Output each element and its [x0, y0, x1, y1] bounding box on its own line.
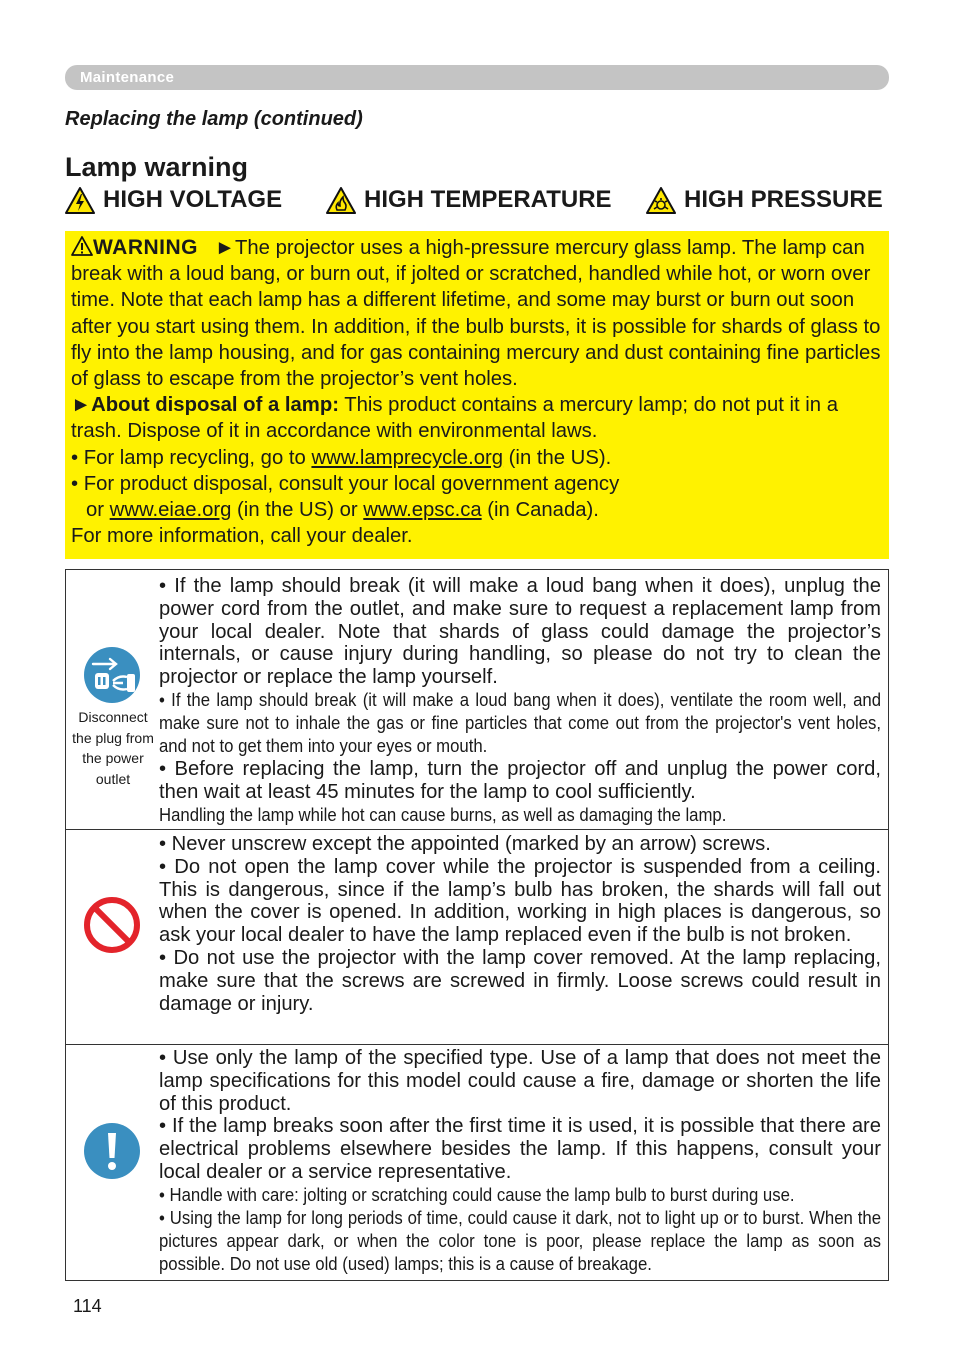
text-cell	[159, 1047, 881, 1276]
recycle-line	[71, 445, 883, 471]
table-row	[66, 1045, 888, 1280]
disposal-paragraph	[71, 392, 883, 444]
page-number: 114	[73, 1296, 102, 1316]
list-item: • If the lamp should break (it will make a loud bang when it does), ventilate the room well, and make sure not to inhale the gas or fine particles that come out from the projector's vent holes, and not to get them into your eyes or mouth.	[159, 689, 882, 756]
icon-cell	[66, 570, 158, 829]
list-item: • If the lamp should break (it will make a loud bang when it does), unplug the power cord from the outlet, and make sure to request a replacement lamp from your local dealer. Note that shards of glass could damage the projector’s internals, or cause injury during handling, so please do not try to clean the projector or replace the lamp yourself.	[159, 575, 881, 689]
icon-cell	[66, 830, 158, 1044]
safety-table	[65, 569, 889, 1281]
list-item: • Never unscrew except the appointed (marked by an arrow) screws.	[159, 833, 771, 855]
links-line	[71, 497, 883, 523]
table-row	[66, 830, 888, 1045]
disposal-label: ►About disposal of a lamp:	[71, 394, 339, 417]
hazard-label: HIGH PRESSURE	[684, 186, 883, 213]
table-row	[66, 570, 888, 830]
list-item: • Do not use the projector with the lamp cover removed. At the lamp replacing, make sure that the screws are screwed in firmly. Loose screws could result in damage or injury.	[159, 946, 881, 1015]
text-cell	[159, 833, 881, 1015]
text-cell	[159, 575, 881, 827]
or-prefix: or	[86, 499, 110, 522]
warning-label: WARNING	[93, 236, 198, 259]
warning-paragraph	[71, 235, 883, 392]
warning-box	[65, 231, 889, 559]
product-disposal-line: • For product disposal, consult your local government agency	[71, 472, 620, 495]
icon-caption: Disconnect the plug from the power outlet	[72, 709, 154, 787]
high-voltage-icon	[65, 186, 95, 214]
list-item: • Handle with care: jolting or scratching could cause the lamp bulb to burst during use.	[159, 1184, 795, 1205]
recycle-prefix: • For lamp recycling, go to	[71, 446, 312, 469]
list-item: • Do not open the lamp cover while the projector is suspended from a ceiling. This is dangerous, since if the lamp’s bulb has broken, the shards will fall out when the cover is opened. In addition, working in high places is dangerous, so ask your local dealer to have the lamp replaced even if the bulb is not broken.	[159, 855, 881, 947]
hazard-label: HIGH TEMPERATURE	[364, 186, 612, 213]
warning-text: The projector uses a high-pressure mercury glass lamp. The lamp can break with a loud bang, or burn out, if jolted or scratched, handled while hot, or worn over time. Note that each lamp has a different lifetime, and some may burst or burn out soon after you start using them. In addition, if the bulb bursts, it is possible for shards of glass to fly into the lamp housing, and for gas containing mercury and dust containing fine particles of glass to escape from the projector’s vent holes.	[71, 237, 881, 391]
page-title: Lamp warning	[65, 152, 249, 182]
more-info-line: For more information, call your dealer.	[71, 525, 413, 548]
list-item: • If the lamp breaks soon after the first time it is used, it is possible that there are electrical problems elsewhere besides the lamp. If this happens, consult your local dealer or a service representative.	[159, 1115, 881, 1183]
arrow-glyph: ►	[214, 237, 235, 259]
icon-cell	[66, 1045, 158, 1280]
disconnect-plug-icon	[83, 646, 141, 704]
epsc-suffix: (in Canada).	[481, 499, 599, 522]
list-item: • Using the lamp for long periods of time, could cause it dark, not to light up or to burst. When the pictures appear dark, or when the color tone is poor, please replace the lamp as soon as possible. Do not use old (used) lamps; this is a cause of breakage.	[159, 1207, 882, 1274]
page-subtitle: Replacing the lamp (continued)	[65, 108, 363, 130]
hazard-label: HIGH VOLTAGE	[103, 186, 283, 213]
list-item: Handling the lamp while hot can cause burns, as well as damaging the lamp.	[159, 804, 727, 825]
prohibited-icon	[83, 896, 141, 954]
lamprecycle-link[interactable]: www.lamprecycle.org	[311, 446, 504, 469]
eiae-suffix: (in the US) or	[231, 499, 364, 522]
hazard-high-temperature	[326, 186, 612, 214]
high-temperature-icon	[326, 186, 356, 214]
warning-triangle-icon	[71, 236, 93, 256]
epsc-link[interactable]: www.epsc.ca	[363, 499, 482, 522]
list-item: • Before replacing the lamp, turn the projector off and unplug the power cord, then wait at least 45 minutes for the lamp to cool sufficiently.	[159, 757, 881, 803]
section-label: Maintenance	[80, 69, 175, 86]
disposal-text: This product contains a mercury lamp; do not put it in a trash. Dispose of it in accordance with environmental laws.	[71, 394, 838, 443]
list-item: • Use only the lamp of the specified type. Use of a lamp that does not meet the lamp specifications for this model could cause a fire, damage or shorten the life of this product.	[159, 1047, 881, 1115]
hazard-high-pressure	[646, 186, 883, 214]
exclamation-icon	[83, 1122, 141, 1180]
section-header-bar	[65, 65, 889, 90]
high-pressure-icon	[646, 186, 676, 214]
hazard-high-voltage	[65, 186, 282, 214]
eiae-link[interactable]: www.eiae.org	[109, 499, 232, 522]
recycle-suffix: (in the US).	[503, 446, 612, 469]
